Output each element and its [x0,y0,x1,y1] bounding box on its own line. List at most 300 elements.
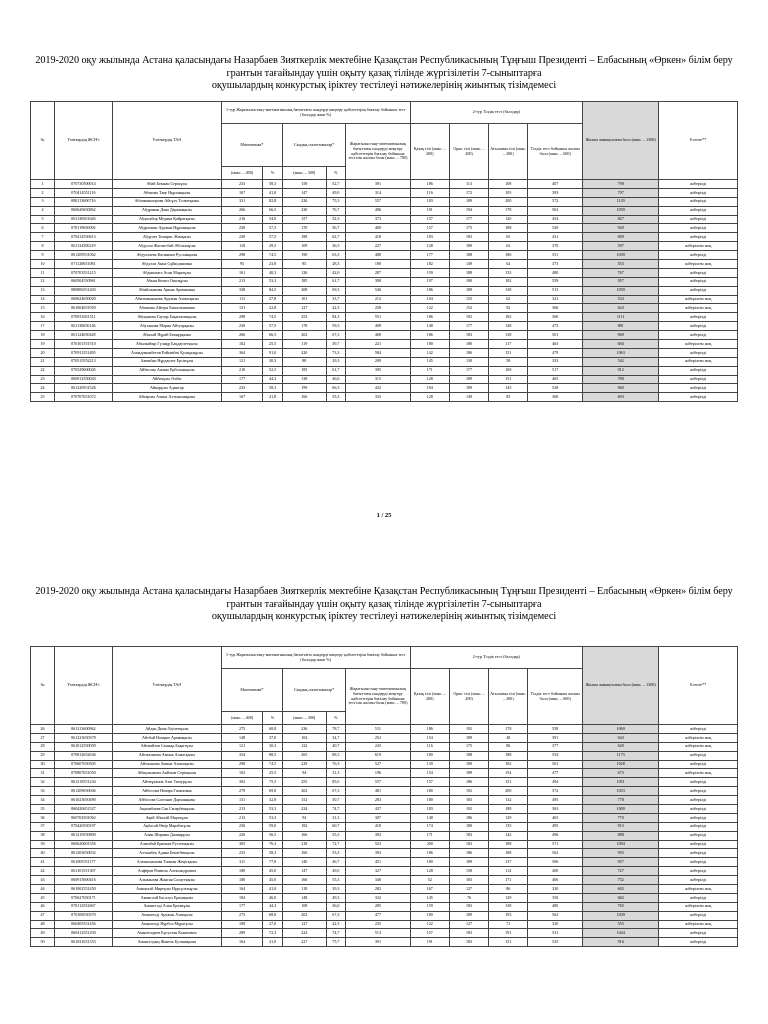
quant-pct: 75,7 [326,938,346,947]
kazakh-score: 171 [410,366,449,375]
admission-result: жіберілген жоқ [659,260,738,269]
math-pct: 41,8 [263,188,283,197]
math-score: 184 [221,893,262,902]
applicant-name: Абилманнанова Аружан Алмасқызы [112,295,221,304]
admission-result: жіберілді [659,313,738,322]
russian-score: 183 [449,796,488,805]
applicant-name: Айтқожанова Аяйлым Серікқызы [112,769,221,778]
math-pct: 69,8 [263,787,283,796]
quant-score: 229 [282,760,326,769]
russian-score: 149 [449,393,488,402]
applicant-id: 061023650490 [54,796,112,805]
math-score: 213 [221,277,262,286]
document-title [30,55,738,93]
russian-score: 186 [449,348,488,357]
row-num: 31 [31,769,55,778]
applicant-name: Ақбасай Өмір Марабатұлы [112,822,221,831]
admission-result: жіберілді [659,348,738,357]
math-pct: 74,5 [263,313,283,322]
lang-total: 501 [528,331,583,340]
russian-score: 180 [449,822,488,831]
overall-total: 643 [583,733,659,742]
math-pct: 59,0 [263,822,283,831]
overall-total: 624 [583,304,659,313]
lang-total: 465 [528,375,583,384]
table-row [31,357,738,366]
math-score: 121 [221,742,262,751]
math-pct: 25,5 [263,769,283,778]
row-num: 34 [31,796,55,805]
kazakh-score: 116 [410,188,449,197]
overall-total: 555 [583,920,659,929]
applicant-id: 070607650305 [54,760,112,769]
applicant-id: 070807651050 [54,769,112,778]
row-num: 46 [31,902,55,911]
quant-pct: 74,7 [326,929,346,938]
math-pct: 57,5 [263,224,283,233]
kazakh-score: 171 [410,831,449,840]
admission-result: жіберілді [659,188,738,197]
applicant-id: 070730500014 [54,180,112,189]
quant-score: 227 [282,938,326,947]
title-line-1: 2019-2020 оқу жылында Астана қаласындағы Назарбаев Зияткерлік мектебіне Қазақстан Республикасының Тұңғыш Президенті – Елбасының «Өркен» білім беру [35,586,733,597]
applicant-name: Амангалй Басалул Еркінқызы [112,893,221,902]
row-num: 11 [31,268,55,277]
quant-score: 220 [282,348,326,357]
admission-result: жіберілді [659,384,738,393]
applicant-id: 061124650428 [54,331,112,340]
overall-total: 767 [583,268,659,277]
english-score: 135 [489,822,528,831]
table-row [31,340,738,349]
math-score: 354 [221,751,262,760]
quant-pct: 76,7 [326,206,346,215]
applicant-name: Алтынбек Адина Бекатбекқызы [112,849,221,858]
row-num: 5 [31,215,55,224]
table-row [31,858,738,867]
russian-score: 189 [449,769,488,778]
math-score: 289 [221,929,262,938]
overall-total: 1094 [583,840,659,849]
english-score: 148 [489,322,528,331]
kazakh-score: 186 [410,313,449,322]
math-pct: 77,8 [263,858,283,867]
russian-score: 186 [449,778,488,787]
kazakh-score: 128 [410,867,449,876]
quant-pct: 42,0 [326,268,346,277]
math-pct: 23,8 [263,260,283,269]
applicant-id: 060915600416 [54,876,112,885]
natsci-total: 252 [346,733,410,742]
applicant-name: Амангелді Аружан Азатқызы [112,911,221,920]
natsci-total: 523 [346,840,410,849]
natsci-total: 408 [346,322,410,331]
math-pct: 27,8 [263,295,283,304]
math-score: 298 [221,760,262,769]
row-num: 10 [31,260,55,269]
applicant-name: Абдулат Томирис Жанқызы [112,233,221,242]
lang-total: 563 [528,805,583,814]
quant-score: 104 [282,733,326,742]
math-score: 275 [221,911,262,920]
applicant-name: Абдуллаева Касиниам Русланқызы [112,251,221,260]
russian-score: 183 [449,331,488,340]
russian-score: 183 [449,831,488,840]
quant-pct: 84,3 [326,313,346,322]
admission-result: жіберілді [659,867,738,876]
english-score: 178 [489,206,528,215]
admission-result: жіберілді [659,224,738,233]
applicant-id: 070112552667 [54,902,112,911]
table-row [31,760,738,769]
applicant-name: Айкарұлы Аднигар [112,384,221,393]
quant-score: 202 [282,787,326,796]
russian-score: 183 [449,938,488,947]
english-score: 120 [489,215,528,224]
applicant-id: 070911551495 [54,348,112,357]
applicant-id: 070627650171 [54,893,112,902]
lang-total: 333 [528,357,583,366]
overall-total: 1059 [583,206,659,215]
table-row [31,929,738,938]
overall-total: 1039 [583,911,659,920]
math-score: 230 [221,224,262,233]
quant-pct: 49,0 [326,867,346,876]
table-row [31,938,738,947]
math-pct: 27,0 [263,920,283,929]
title-line-3: оқушылардың конкурстық іріктеу тестілеуі нәтижелерінің жиынтық тізімдемесі [211,611,557,622]
english-score: 86 [489,885,528,894]
row-num: 33 [31,787,55,796]
math-pct: 58,3 [263,384,283,393]
row-num: 15 [31,304,55,313]
applicant-name: Алтыншашова Томиан Жеңісқызы [112,858,221,867]
admission-result: жіберілген жоқ [659,742,738,751]
table-row [31,822,738,831]
math-pct: 37,0 [263,733,283,742]
row-num: 26 [31,725,55,734]
quant-score: 226 [282,197,326,206]
applicant-id: 071120651081 [54,260,112,269]
math-score: 118 [221,242,262,251]
natsci-total: 285 [346,902,410,911]
math-score: 305 [221,840,262,849]
row-num: 8 [31,242,55,251]
applicant-id: 061130650146 [54,322,112,331]
natsci-total: 488 [346,251,410,260]
row-num: 50 [31,938,55,947]
english-score: 114 [489,867,528,876]
russian-score: 180 [449,340,488,349]
table-row [31,384,738,393]
quant-pct: 53,3 [326,849,346,858]
math-score: 213 [221,805,262,814]
admission-result: жіберілді [659,849,738,858]
applicant-id: 060620650862 [54,206,112,215]
table-row [31,224,738,233]
table-row [31,733,738,742]
quant-pct: 67,3 [326,331,346,340]
overall-total: 920 [583,224,659,233]
english-score: 133 [489,268,528,277]
kazakh-score: 104 [410,295,449,304]
applicant-id: 070707651072 [54,393,112,402]
quant-score: 202 [282,911,326,920]
overall-total: 960 [583,384,659,393]
table-row [31,725,738,734]
math-pct: 25,5 [263,340,283,349]
lang-total: 494 [528,778,583,787]
natsci-total: 391 [346,938,410,947]
quant-score: 202 [282,331,326,340]
math-score: 311 [221,858,262,867]
applicant-name: Абдасабир Медина Қайратқызы [112,215,221,224]
overall-total: 765 [583,902,659,911]
math-score: 275 [221,725,262,734]
english-score: 169 [489,366,528,375]
english-score: 193 [489,911,528,920]
admission-result: жіберілген жоқ [659,733,738,742]
natsci-total: 619 [346,751,410,760]
header-tour2: 2-тур Тілдік тест (баллдар) [410,647,582,669]
quant-pct: 39,3 [326,885,346,894]
table-row [31,831,738,840]
quant-pct: 78,7 [326,725,346,734]
overall-total: 1028 [583,760,659,769]
english-score: 48 [489,733,528,742]
applicant-id: 061005551177 [54,858,112,867]
english-score: 65 [489,233,528,242]
admission-result: жіберілді [659,929,738,938]
applicant-name: Альжанова Жансая Салаутқызы [112,876,221,885]
row-num: 22 [31,366,55,375]
math-score: 331 [221,197,262,206]
title-line-2: грантын тағайындау үшін оқыту қазақ тілінде жүргізілетін 7-сыныптарға [226,67,542,79]
english-score: 200 [489,787,528,796]
table-row [31,787,738,796]
quant-score: 265 [282,751,326,760]
header-id: Үміткердің ЖСН-і [54,102,112,180]
math-pct: 41,0 [263,938,283,947]
english-score: 83 [489,393,528,402]
math-pct: 74,5 [263,251,283,260]
quant-pct: 34,7 [326,733,346,742]
lang-total: 473 [528,322,583,331]
quant-pct: 62,7 [326,233,346,242]
row-num: 23 [31,375,55,384]
math-score: 210 [221,366,262,375]
admission-result: жіберілді [659,911,738,920]
admission-result: жіберілді [659,233,738,242]
kazakh-score: 174 [410,822,449,831]
header-eng: Ағылшын тілі (макс. – 200) [489,124,528,180]
kazakh-score: 186 [410,725,449,734]
russian-score: 189 [449,375,488,384]
admission-result: жіберілген жоқ [659,769,738,778]
applicant-id: 070426550197 [54,822,112,831]
natsci-total: 287 [346,268,410,277]
header-kaz: Қазақ тілі (макс. – 200) [410,124,449,180]
applicant-id: 060405551456 [54,920,112,929]
row-num: 38 [31,831,55,840]
applicant-name: Абишова Айгера Бекытжановна [112,304,221,313]
english-score: 182 [489,760,528,769]
quant-pct: 76,3 [326,760,346,769]
quant-score: 160 [282,849,326,858]
english-score: 171 [489,876,528,885]
applicant-name: Айтарова Алина Алтынханқызы [112,393,221,402]
kazakh-score: 52 [410,876,449,885]
quant-pct: 36,0 [326,902,346,911]
title-line-2: грантын тағайындау үшін оқыту қазақ тілінде жүргізілетін 7-сыныптарға [226,598,542,610]
row-num: 30 [31,760,55,769]
table-row [31,742,738,751]
english-score: 182 [489,313,528,322]
quant-pct: 88,3 [326,751,346,760]
lang-total: 559 [528,277,583,286]
overall-total: 1069 [583,725,659,734]
table-row [31,313,738,322]
quant-pct: 31,3 [326,769,346,778]
math-pct: 76,3 [263,840,283,849]
quant-pct: 49,3 [326,893,346,902]
russian-score: 189 [449,911,488,920]
admission-result: жіберілген жоқ [659,885,738,894]
applicant-id: 060912550043 [54,375,112,384]
header-math-pct: % [263,167,283,180]
english-score: 105 [489,188,528,197]
russian-score: 127 [449,885,488,894]
lang-total: 407 [528,180,583,189]
applicant-name: Амангелдиев Ерсултан Канатович [112,929,221,938]
table-row [31,876,738,885]
overall-total: 752 [583,876,659,885]
english-score: 151 [489,375,528,384]
applicant-name: Абдрахман Аружан Нұрланқызы [112,224,221,233]
quant-score: 119 [282,340,326,349]
row-num: 43 [31,876,55,885]
admission-result: жіберілген жоқ [659,304,738,313]
kazakh-score: 145 [410,357,449,366]
overall-total: 780 [583,375,659,384]
row-num: 49 [31,929,55,938]
lang-total: 406 [528,876,583,885]
applicant-name: Айбосова Назира Гапизовна [112,787,221,796]
natsci-total: 477 [346,911,410,920]
table-row [31,840,738,849]
natsci-total: 496 [346,206,410,215]
quant-score: 208 [282,286,326,295]
row-num: 37 [31,822,55,831]
russian-score: 192 [449,805,488,814]
math-pct: 72,3 [263,929,283,938]
header-rus: Орыс тілі (макс. – 200) [449,669,488,725]
math-score: 233 [221,180,262,189]
applicant-id: 060504550961 [54,277,112,286]
row-num: 48 [31,920,55,929]
lang-total: 370 [528,242,583,251]
overall-total: 1051 [583,778,659,787]
lang-total: 391 [528,733,583,742]
natsci-total: 395 [346,366,410,375]
applicant-id: 070108550370 [54,911,112,920]
math-pct: 88,5 [263,751,283,760]
math-pct: 68,8 [263,911,283,920]
russian-score: 194 [449,206,488,215]
kazakh-score: 167 [410,885,449,894]
math-score: 236 [221,822,262,831]
admission-result: жіберілді [659,393,738,402]
math-score: 338 [221,286,262,295]
math-score: 148 [221,733,262,742]
header-result: Есепте** [659,102,738,180]
applicant-name: Айдан Дина Әділетқызы [112,725,221,734]
math-score: 167 [221,188,262,197]
overall-total: 955 [583,849,659,858]
russian-score: 177 [449,322,488,331]
english-score: 117 [489,340,528,349]
overall-total: 912 [583,366,659,375]
natsci-total: 315 [346,375,410,384]
english-score: 188 [489,840,528,849]
quant-pct: 63,3 [326,251,346,260]
kazakh-score: 191 [410,938,449,947]
math-score: 131 [221,796,262,805]
lang-total: 572 [528,197,583,206]
natsci-total: 527 [346,760,410,769]
russian-score: 188 [449,251,488,260]
natsci-total: 209 [346,357,410,366]
table-row [31,849,738,858]
row-num: 6 [31,224,55,233]
lang-total: 377 [528,742,583,751]
math-score: 180 [221,876,262,885]
kazakh-score: 157 [410,929,449,938]
admission-result: жіберілді [659,893,738,902]
lang-total: 366 [528,304,583,313]
kazakh-score: 142 [410,348,449,357]
table-row [31,260,738,269]
russian-score: 172 [449,188,488,197]
math-score: 226 [221,831,262,840]
overall-total: 597 [583,242,659,251]
math-score: 364 [221,348,262,357]
lang-total: 501 [528,760,583,769]
admission-result: жіберілген жоқ [659,357,738,366]
applicant-name: Ақжанбаева Сая Сапарбекқызы [112,805,221,814]
admission-result: жіберілген жоқ [659,902,738,911]
document-page-2 [0,578,768,1024]
math-score: 177 [221,902,262,911]
admission-result: жіберілді [659,938,738,947]
math-score: 233 [221,849,262,858]
quant-score: 190 [282,251,326,260]
overall-total: 1063 [583,348,659,357]
table-row [31,197,738,206]
applicant-name: Амангалй Мирғұлы Нұрсұлтанұлы [112,885,221,894]
english-score: 151 [489,778,528,787]
math-pct: 41,0 [263,885,283,894]
kazakh-score: 116 [410,742,449,751]
applicant-id: 061220551526 [54,384,112,393]
overall-total: 881 [583,322,659,331]
russian-score: 113 [449,180,488,189]
natsci-total: 468 [346,331,410,340]
admission-result: жіберілді [659,760,738,769]
natsci-total: 346 [346,876,410,885]
header-kaz: Қазақ тілі (макс. – 200) [410,669,449,725]
math-pct: 75,5 [263,778,283,787]
